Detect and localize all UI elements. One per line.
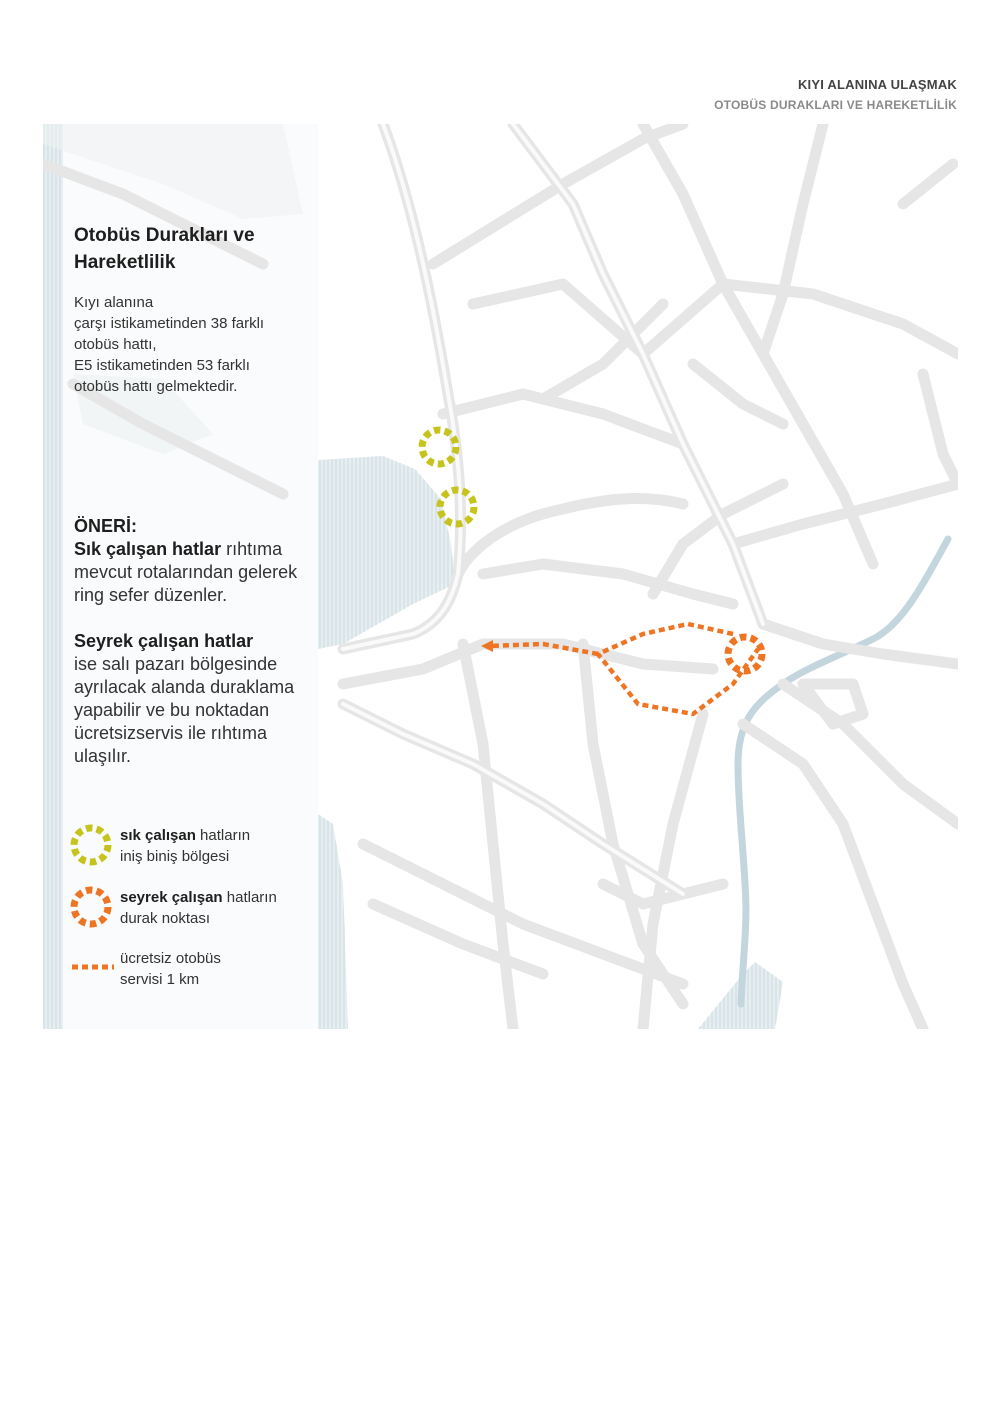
legend-shuttle-line1: ücretsiz otobüs (120, 950, 221, 967)
rare-lines-title: Seyrek çalışan hatlar (74, 631, 254, 651)
legend-frequent (120, 825, 250, 867)
frequent-lines-title: Sık çalışan hatlar (74, 539, 222, 559)
intro-line: otobüs hattı, (74, 336, 157, 353)
intro-text (74, 292, 334, 397)
yellow-dashed-circle-icon (68, 822, 114, 868)
intro-line: Kıyı alanına (74, 294, 154, 311)
legend-rare-line2: durak noktası (120, 910, 211, 927)
legend-rare-bold: seyrek çalışan (120, 889, 223, 906)
orange-dashed-circle-icon (68, 884, 114, 930)
legend-frequent-bold: sık çalışan (120, 827, 196, 844)
legend-frequent-text: hatların (195, 827, 251, 844)
panel-heading: Otobüs Durakları ve Hareketlilik (74, 225, 255, 273)
legend-shuttle (120, 948, 221, 990)
coast-water (43, 124, 63, 1029)
proposal-label: ÖNERİ: (74, 516, 137, 536)
intro-line: otobüs hattı gelmektedir. (74, 378, 238, 395)
page-subtitle: OTOBÜS DURAKLARI VE HAREKETLİLİK (714, 98, 957, 112)
legend-rare-text: hatların (222, 889, 277, 906)
legend-shuttle-line2: servisi 1 km (120, 971, 200, 988)
intro-line: çarşı istikametinden 38 farklı (74, 315, 265, 332)
proposal-block (74, 515, 324, 768)
intro-line: E5 istikametinden 53 farklı (74, 357, 250, 374)
rare-lines-text: ise salı pazarı bölgesinde ayrılacak alanda duraklama yapabilir ve bu noktadan ücretsizservis ile rıhtıma ulaşılır. (74, 654, 295, 766)
frequent-lines-text: rıhtıma mevcut rotalarından gelerek ring sefer düzenler. (74, 539, 298, 605)
lower-coast-water (318, 814, 348, 1029)
river (738, 539, 948, 1004)
page-title: KIYI ALANINA ULAŞMAK (797, 77, 957, 92)
orange-dotted-line-icon (70, 962, 116, 972)
legend-frequent-line2: iniş biniş bölgesi (120, 848, 230, 865)
legend-rare (120, 887, 277, 929)
